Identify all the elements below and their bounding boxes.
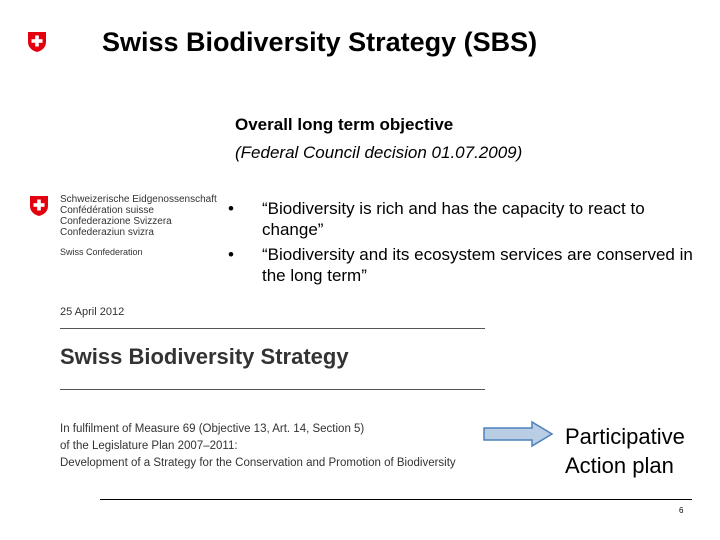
fulfilment-line: In fulfilment of Measure 69 (Objective 13, Art. 14, Section 5) — [60, 423, 365, 435]
confederation-line: Confederazione Svizzera — [60, 216, 172, 227]
confederation-line: Confederaziun svizra — [60, 227, 154, 238]
bullet-item — [228, 244, 698, 286]
footer-divider — [100, 499, 692, 500]
callout-line: Participative — [565, 424, 685, 449]
confederation-line: Confédération suisse — [60, 205, 154, 216]
swiss-coat-of-arms-icon — [27, 31, 47, 53]
confederation-names — [60, 194, 217, 238]
callout-line: Action plan — [565, 453, 674, 478]
fulfilment-line: of the Legislature Plan 2007–2011: — [60, 440, 238, 452]
objective-subheading: (Federal Council decision 01.07.2009) — [235, 143, 523, 162]
objective-bullet-list — [228, 198, 698, 290]
objective-heading: Overall long term objective — [235, 115, 454, 134]
document-date: 25 April 2012 — [60, 306, 125, 318]
confederation-line: Schweizerische Eidgenossenschaft — [60, 194, 217, 205]
bullet-text: “Biodiversity is rich and has the capacity to react to change” — [262, 199, 645, 239]
slide-title: Swiss Biodiversity Strategy (SBS) — [102, 27, 538, 57]
fulfilment-line: Development of a Strategy for the Conservation and Promotion of Biodiversity — [60, 457, 456, 469]
document-title: Swiss Biodiversity Strategy — [60, 344, 349, 369]
bullet-marker: • — [228, 199, 234, 218]
divider — [60, 328, 485, 329]
bullet-item — [228, 198, 698, 240]
page-number: 6 — [679, 506, 684, 515]
divider — [60, 389, 485, 390]
bullet-marker: • — [228, 245, 234, 264]
action-plan-callout — [565, 422, 685, 480]
bullet-text: “Biodiversity and its ecosystem services are conserved in the long term” — [262, 245, 693, 285]
swiss-coat-of-arms-icon — [29, 195, 49, 217]
confederation-english: Swiss Confederation — [60, 247, 143, 257]
right-arrow-icon — [482, 420, 554, 448]
